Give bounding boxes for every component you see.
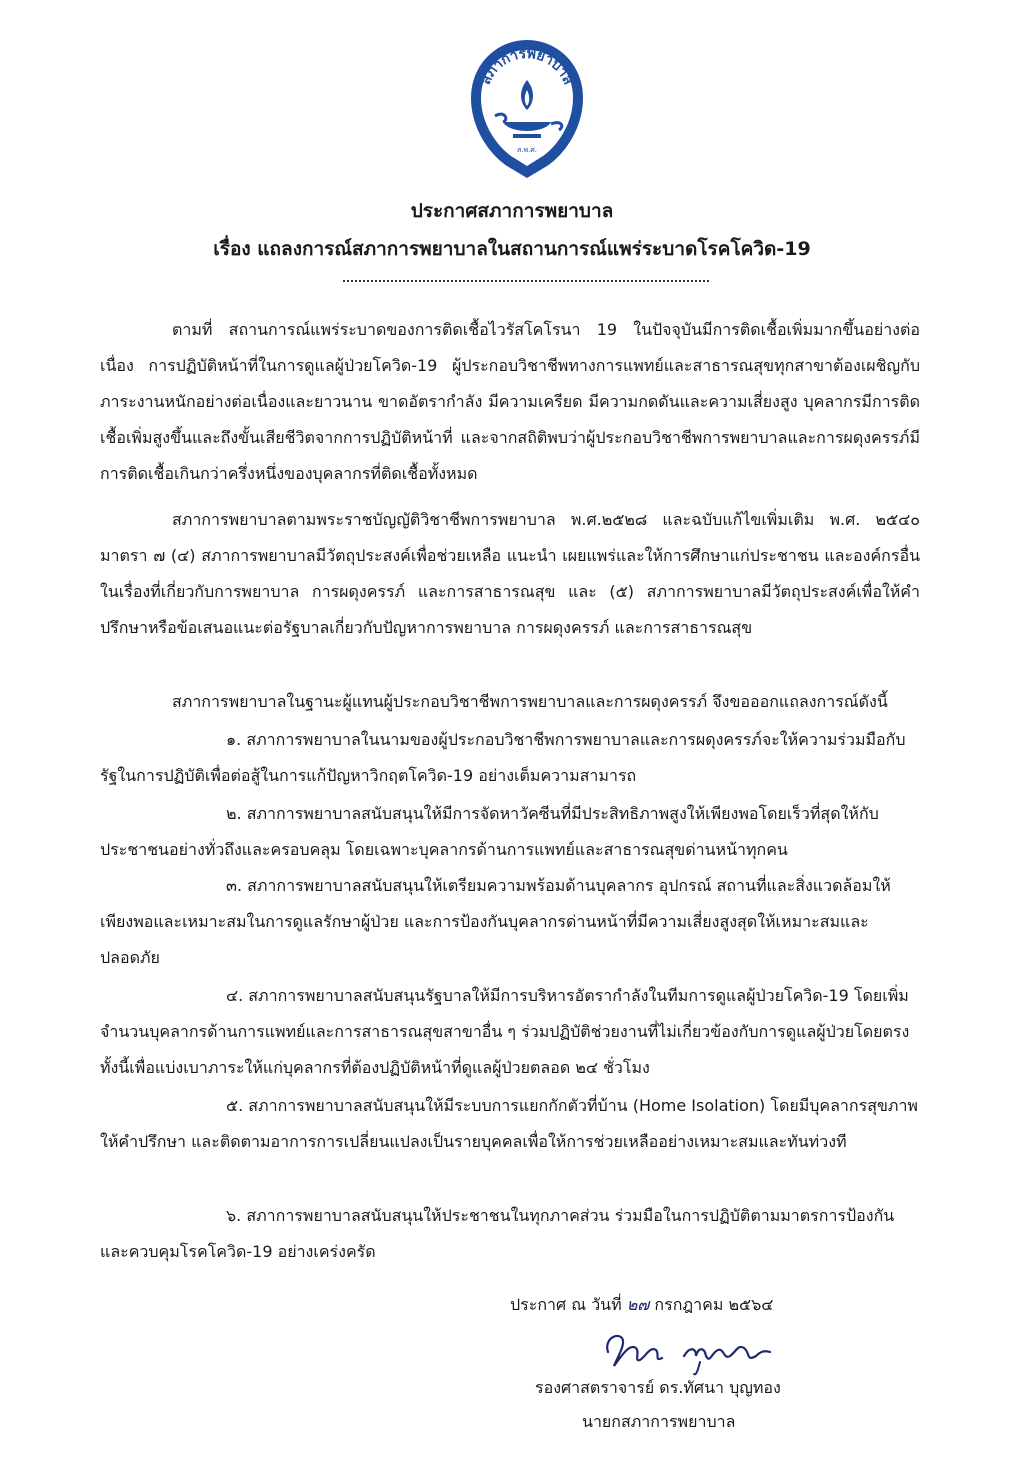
- date-prefix: ประกาศ ณ วันที่: [510, 1295, 622, 1314]
- paragraph-legal-basis: [100, 502, 920, 646]
- statement-item-6: [100, 1198, 920, 1270]
- date-day-handwritten: ๒๗: [626, 1295, 650, 1314]
- announcement-title: ประกาศสภาการพยาบาล: [410, 200, 614, 222]
- statement-item-4: [100, 978, 920, 1086]
- signer-name: รองศาสตราจารย์ ดร.ทัศนา บุญทอง: [535, 1378, 781, 1397]
- nursing-council-seal: [465, 36, 589, 180]
- announcement-subject: เรื่อง แถลงการณ์สภาการพยาบาลในสถานการณ์แพร่ระบาดโรคโควิด-19: [213, 238, 811, 260]
- statement-item-text: ๓. สภาการพยาบาลสนับสนุนให้เตรียมความพร้อมด้านบุคลากร อุปกรณ์ สถานที่และสิ่งแวดล้อมให้เพียงพอและเหมาะสมในการดูแลรักษาผู้ป่วย และการป้องกันบุคลากรด่านหน้าที่มีความเสี่ยงสูงสุดให้เหมาะสมและปลอดภัย: [100, 876, 891, 967]
- announcement-date: [510, 1292, 773, 1318]
- paragraph-situation-text: ตามที่ สถานการณ์แพร่ระบาดของการติดเชื้อไวรัสโคโรนา 19 ในปัจจุบันมีการติดเชื้อเพิ่มมากขึ้นอย่างต่อเนื่อง การปฏิบัติหน้าที่ในการดูแลผู้ป่วยโควิด-19 ผู้ประกอบวิชาชีพทางการแพทย์และสาธารณสุขทุกสาขาต้องเผชิญกับภาระงานหนักอย่างต่อเนื่องและยาวนาน ขาดอัตรากำลัง มีความเครียด มีความกดดันและความเสี่ยงสูง บุคลากรมีการติดเชื้อเพิ่มสูงขึ้นและถึงขั้นเสียชีวิตจากการปฏิบัติหน้าที่ และจากสถิติพบว่าผู้ประกอบวิชาชีพการพยาบาลและการผดุงครรภ์มีการติดเชื้อเกินกว่าครึ่งหนึ่งของบุคลากรที่ติดเชื้อทั้งหมด: [100, 320, 920, 483]
- statement-item-text: ๔. สภาการพยาบาลสนับสนุนรัฐบาลให้มีการบริหารอัตรากำลังในทีมการดูแลผู้ป่วยโควิด-19 โดยเพิ่มจำนวนบุคลากรด้านการแพทย์และการสาธารณสุขสาขาอื่น ๆ ร่วมปฏิบัติช่วยงานที่ไม่เกี่ยวข้องกับการดูแลผู้ป่วยโดยตรง ทั้งนี้เพื่อแบ่งเบาภาระให้แก่บุคลากรที่ต้องปฏิบัติหน้าที่ดูแลผู้ป่วยตลอด ๒๔ ชั่วโมง: [100, 986, 910, 1077]
- paragraph-legal-basis-text: สภาการพยาบาลตามพระราชบัญญัติวิชาชีพการพยาบาล พ.ศ.๒๕๒๘ และฉบับแก้ไขเพิ่มเติม พ.ศ. ๒๕๔๐ มาตรา ๗ (๔) สภาการพยาบาลมีวัตถุประสงค์เพื่อช่วยเหลือ แนะนำ เผยแพร่และให้การศึกษาแก่ประชาชน และองค์กรอื่นในเรื่องที่เกี่ยวกับการพยาบาล การผดุงครรภ์ และการสาธารณสุข และ (๕) สภาการพยาบาลมีวัตถุประสงค์เพื่อให้คำปรึกษาหรือข้อเสนอแนะต่อรัฐบาลเกี่ยวกับปัญหาการพยาบาล การผดุงครรภ์ และการสาธารณสุข: [100, 510, 920, 637]
- divider-dotted-line: [343, 280, 709, 282]
- statement-item-text: ๒. สภาการพยาบาลสนับสนุนให้มีการจัดหาวัคซีนที่มีประสิทธิภาพสูงให้เพียงพอโดยเร็วที่สุดให้กับประชาชนอย่างทั่วถึงและครอบคลุม โดยเฉพาะบุคลากรด้านการแพทย์และสาธารณสุขด่านหน้าทุกคน: [100, 804, 879, 859]
- statement-item-text: ๑. สภาการพยาบาลในนามของผู้ประกอบวิชาชีพการพยาบาลและการผดุงครรภ์จะให้ความร่วมมือกับรัฐในการปฏิบัติเพื่อต่อสู้ในการแก้ปัญหาวิกฤตโควิด-19 อย่างเต็มความสามารถ: [100, 730, 906, 785]
- paragraph-statement-intro-text: สภาการพยาบาลในฐานะผู้แทนผู้ประกอบวิชาชีพการพยาบาลและการผดุงครรภ์ จึงขอออกแถลงการณ์ดังนี้: [172, 692, 888, 711]
- seal-bottom-text: ส.พ.ศ.: [516, 146, 538, 154]
- signer-position: นายกสภาการพยาบาล: [582, 1412, 736, 1431]
- statement-item-text: ๖. สภาการพยาบาลสนับสนุนให้ประชาชนในทุกภาคส่วน ร่วมมือในการปฏิบัติตามมาตรการป้องกันและควบคุมโรคโควิด-19 อย่างเคร่งครัด: [100, 1206, 895, 1261]
- handwritten-signature: [600, 1322, 780, 1378]
- statement-item-text: ๕. สภาการพยาบาลสนับสนุนให้มีระบบการแยกกักตัวที่บ้าน (Home Isolation) โดยมีบุคลากรสุขภาพให้คำปรึกษา และติดตามอาการการเปลี่ยนแปลงเป็นรายบุคคลเพื่อให้การช่วยเหลืออย่างเหมาะสมและทันท่วงที: [100, 1096, 918, 1151]
- statement-item-1: [100, 722, 920, 794]
- seal-top-text: สภาการพยาบาล: [477, 45, 577, 88]
- paragraph-statement-intro: [100, 684, 920, 720]
- date-month-year: กรกฎาคม ๒๕๖๔: [654, 1295, 774, 1314]
- paragraph-situation: [100, 312, 920, 492]
- statement-item-5: [100, 1088, 920, 1160]
- statement-item-2: [100, 796, 920, 868]
- statement-item-3: [100, 868, 920, 976]
